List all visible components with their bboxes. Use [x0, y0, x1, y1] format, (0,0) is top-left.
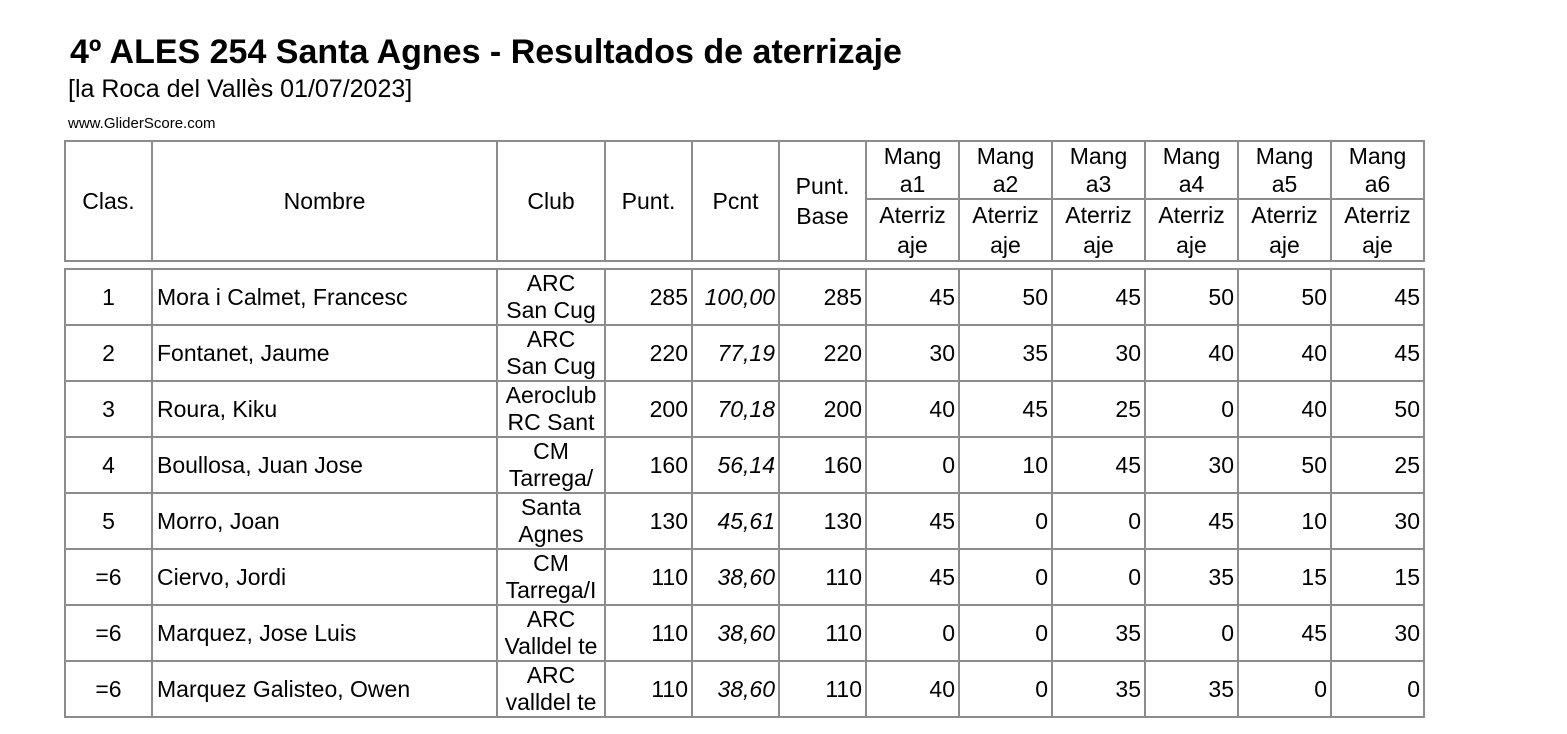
- column-header-manga3: Mang a3: [1052, 141, 1145, 199]
- base-points-cell: 220: [779, 325, 866, 381]
- round-1-landing-cell: 45: [866, 269, 959, 325]
- column-header-clas: Clas.: [65, 141, 152, 261]
- round-3-landing-cell: 0: [1052, 549, 1145, 605]
- club-line2: Valldel te: [504, 633, 598, 659]
- round-2-landing-cell: 50: [959, 269, 1052, 325]
- club-line2: San Cug: [506, 353, 596, 379]
- rank-cell: 3: [65, 381, 152, 437]
- page-title: 4º ALES 254 Santa Agnes - Resultados de aterrizaje: [70, 33, 902, 71]
- points-cell: 110: [605, 549, 692, 605]
- round-4-landing-cell: 35: [1145, 661, 1238, 717]
- website-credit: www.GliderScore.com: [68, 115, 216, 132]
- rank-cell: 5: [65, 493, 152, 549]
- column-header-club: Club: [497, 141, 605, 261]
- rank-cell: =6: [65, 661, 152, 717]
- pilot-name-cell: Roura, Kiku: [152, 381, 497, 437]
- round-5-landing-cell: 10: [1238, 493, 1331, 549]
- round-5-landing-cell: 0: [1238, 661, 1331, 717]
- column-header-punt-base: [779, 141, 866, 261]
- club-cell: [497, 549, 605, 605]
- column-header-manga5: Mang a5: [1238, 141, 1331, 199]
- base-points-cell: 160: [779, 437, 866, 493]
- table-row: [65, 661, 1424, 717]
- event-subtitle: [la Roca del Vallès 01/07/2023]: [68, 75, 413, 103]
- points-cell: 200: [605, 381, 692, 437]
- results-rows: [65, 269, 1424, 717]
- club-cell: [497, 493, 605, 549]
- round-4-landing-cell: 45: [1145, 493, 1238, 549]
- rank-cell: 4: [65, 437, 152, 493]
- round-3-landing-cell: 30: [1052, 325, 1145, 381]
- round-1-landing-cell: 0: [866, 437, 959, 493]
- round-1-landing-cell: 40: [866, 381, 959, 437]
- punt-base-line2: Base: [796, 203, 849, 229]
- round-4-landing-cell: 40: [1145, 325, 1238, 381]
- rank-cell: 2: [65, 325, 152, 381]
- table-row: [65, 437, 1424, 493]
- club-cell: [497, 325, 605, 381]
- pilot-name-cell: Fontanet, Jaume: [152, 325, 497, 381]
- round-4-landing-cell: 30: [1145, 437, 1238, 493]
- percent-cell: 100,00: [692, 269, 779, 325]
- table-row: [65, 493, 1424, 549]
- club-line1: ARC: [526, 606, 576, 632]
- club-line2: Agnes: [518, 521, 584, 547]
- table-row: [65, 549, 1424, 605]
- table-row: [65, 269, 1424, 325]
- round-5-landing-cell: 15: [1238, 549, 1331, 605]
- round-5-landing-cell: 40: [1238, 381, 1331, 437]
- club-cell: [497, 661, 605, 717]
- punt-base-line1: Punt.: [795, 173, 850, 199]
- pilot-name-cell: Boullosa, Juan Jose: [152, 437, 497, 493]
- club-cell: [497, 605, 605, 661]
- column-header-pcnt: Pcnt: [692, 141, 779, 261]
- table-row: [65, 381, 1424, 437]
- results-header-table: [64, 140, 1425, 262]
- club-line2: Tarrega/I: [505, 577, 597, 603]
- pilot-name-cell: Ciervo, Jordi: [152, 549, 497, 605]
- round-1-landing-cell: 45: [866, 493, 959, 549]
- round-6-landing-cell: 15: [1331, 549, 1424, 605]
- round-6-landing-cell: 25: [1331, 437, 1424, 493]
- percent-cell: 38,60: [692, 661, 779, 717]
- points-cell: 160: [605, 437, 692, 493]
- round-4-landing-cell: 35: [1145, 549, 1238, 605]
- column-header-manga6: Mang a6: [1331, 141, 1424, 199]
- points-cell: 285: [605, 269, 692, 325]
- column-header-manga4: Mang a4: [1145, 141, 1238, 199]
- round-5-landing-cell: 50: [1238, 437, 1331, 493]
- round-4-landing-cell: 0: [1145, 381, 1238, 437]
- round-5-landing-cell: 50: [1238, 269, 1331, 325]
- percent-cell: 56,14: [692, 437, 779, 493]
- base-points-cell: 285: [779, 269, 866, 325]
- column-header-manga1: Mang a1: [866, 141, 959, 199]
- club-line2: valldel te: [505, 689, 597, 715]
- rank-cell: 1: [65, 269, 152, 325]
- club-line2: RC Sant: [507, 409, 595, 435]
- round-2-landing-cell: 0: [959, 605, 1052, 661]
- percent-cell: 38,60: [692, 605, 779, 661]
- round-6-landing-cell: 50: [1331, 381, 1424, 437]
- round-3-landing-cell: 0: [1052, 493, 1145, 549]
- round-6-landing-cell: 30: [1331, 493, 1424, 549]
- round-4-landing-cell: 50: [1145, 269, 1238, 325]
- club-line1: ARC: [526, 326, 576, 352]
- base-points-cell: 110: [779, 605, 866, 661]
- club-line1: Aeroclub: [505, 382, 597, 408]
- club-line1: CM: [533, 550, 569, 576]
- column-header-nombre: Nombre: [152, 141, 497, 261]
- pilot-name-cell: Morro, Joan: [152, 493, 497, 549]
- round-6-landing-cell: 45: [1331, 269, 1424, 325]
- results-table: [64, 268, 1425, 718]
- round-5-landing-cell: 45: [1238, 605, 1331, 661]
- round-6-landing-cell: 45: [1331, 325, 1424, 381]
- pilot-name-cell: Marquez, Jose Luis: [152, 605, 497, 661]
- rank-cell: =6: [65, 549, 152, 605]
- points-cell: 130: [605, 493, 692, 549]
- round-1-landing-cell: 40: [866, 661, 959, 717]
- club-line1: CM: [533, 438, 569, 464]
- round-1-landing-cell: 45: [866, 549, 959, 605]
- points-cell: 110: [605, 605, 692, 661]
- club-cell: [497, 381, 605, 437]
- column-subheader-aterrizaje5: Aterriz aje: [1238, 199, 1331, 261]
- column-subheader-aterrizaje2: Aterriz aje: [959, 199, 1052, 261]
- base-points-cell: 130: [779, 493, 866, 549]
- base-points-cell: 110: [779, 661, 866, 717]
- club-line2: Tarrega/: [508, 465, 594, 491]
- base-points-cell: 110: [779, 549, 866, 605]
- round-3-landing-cell: 25: [1052, 381, 1145, 437]
- round-2-landing-cell: 0: [959, 549, 1052, 605]
- column-header-punt: Punt.: [605, 141, 692, 261]
- round-1-landing-cell: 0: [866, 605, 959, 661]
- round-6-landing-cell: 30: [1331, 605, 1424, 661]
- column-header-manga2: Mang a2: [959, 141, 1052, 199]
- percent-cell: 45,61: [692, 493, 779, 549]
- club-cell: [497, 437, 605, 493]
- round-2-landing-cell: 45: [959, 381, 1052, 437]
- column-subheader-aterrizaje6: Aterriz aje: [1331, 199, 1424, 261]
- points-cell: 110: [605, 661, 692, 717]
- table-row: [65, 605, 1424, 661]
- club-line1: ARC: [526, 270, 576, 296]
- points-cell: 220: [605, 325, 692, 381]
- round-1-landing-cell: 30: [866, 325, 959, 381]
- round-2-landing-cell: 0: [959, 493, 1052, 549]
- round-2-landing-cell: 0: [959, 661, 1052, 717]
- round-2-landing-cell: 35: [959, 325, 1052, 381]
- base-points-cell: 200: [779, 381, 866, 437]
- percent-cell: 38,60: [692, 549, 779, 605]
- round-5-landing-cell: 40: [1238, 325, 1331, 381]
- percent-cell: 77,19: [692, 325, 779, 381]
- club-line1: ARC: [526, 662, 576, 688]
- round-3-landing-cell: 35: [1052, 605, 1145, 661]
- table-row: [65, 325, 1424, 381]
- club-line2: San Cug: [506, 297, 596, 323]
- column-subheader-aterrizaje1: Aterriz aje: [866, 199, 959, 261]
- round-3-landing-cell: 35: [1052, 661, 1145, 717]
- column-subheader-aterrizaje4: Aterriz aje: [1145, 199, 1238, 261]
- round-2-landing-cell: 10: [959, 437, 1052, 493]
- column-subheader-aterrizaje3: Aterriz aje: [1052, 199, 1145, 261]
- round-3-landing-cell: 45: [1052, 437, 1145, 493]
- pilot-name-cell: Marquez Galisteo, Owen: [152, 661, 497, 717]
- club-line1: Santa: [520, 494, 582, 520]
- rank-cell: =6: [65, 605, 152, 661]
- pilot-name-cell: Mora i Calmet, Francesc: [152, 269, 497, 325]
- club-cell: [497, 269, 605, 325]
- round-3-landing-cell: 45: [1052, 269, 1145, 325]
- round-6-landing-cell: 0: [1331, 661, 1424, 717]
- percent-cell: 70,18: [692, 381, 779, 437]
- round-4-landing-cell: 0: [1145, 605, 1238, 661]
